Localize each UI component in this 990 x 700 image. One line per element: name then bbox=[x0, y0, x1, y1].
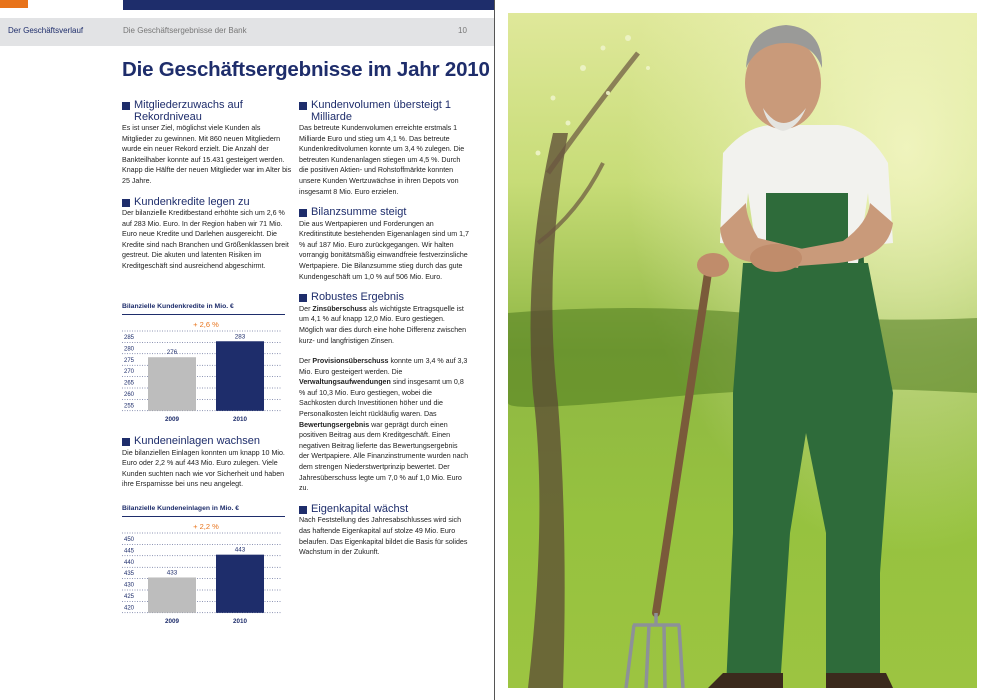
chart-title: Bilanzielle Kundenkredite in Mio. € bbox=[122, 303, 285, 315]
section-heading-text: Kundenkredite legen zu bbox=[134, 195, 250, 208]
change-label: + 2,2 % bbox=[193, 522, 219, 531]
section-heading bbox=[299, 292, 469, 304]
header-navy-bar bbox=[123, 0, 494, 10]
section-heading-text: Kundeneinlagen wachsen bbox=[134, 435, 260, 447]
y-tick-label: 280 bbox=[124, 346, 135, 353]
bold-term: Bewertungsergebnis bbox=[299, 420, 370, 429]
left-column-lower bbox=[122, 436, 292, 500]
text-run: Der bbox=[299, 304, 313, 313]
section-body: Der bilanzielle Kreditbestand erhöhte sich um 2,6 % auf 283 Mio. Euro. In der Region haben wir 71 Mio. Euro neue Kredite und Darlehen ausgereicht. Die Kredite sind nach Branchen und Größenklassen breit gestreut. Die akuten und latenten Risiken im Kreditgeschäft sind ausreichend abgeschirmt. bbox=[122, 209, 289, 271]
header-orange-marker bbox=[0, 0, 28, 8]
square-bullet-icon bbox=[122, 102, 130, 110]
section-eigenkapital bbox=[299, 504, 469, 558]
right-column bbox=[299, 100, 469, 568]
x-tick-label: 2010 bbox=[232, 415, 248, 423]
bar-value-label: 433 bbox=[166, 569, 178, 577]
section-heading bbox=[299, 100, 469, 123]
change-label: + 2,6 % bbox=[193, 320, 219, 329]
square-bullet-icon bbox=[122, 199, 130, 207]
left-column bbox=[122, 100, 292, 282]
bold-term: Provisionsüberschuss bbox=[312, 357, 389, 366]
header-subtitle: Die Geschäftsergebnisse der Bank bbox=[123, 26, 247, 35]
chart-kundenkredite bbox=[122, 303, 285, 425]
y-tick-label: 450 bbox=[124, 537, 135, 543]
y-tick-label: 425 bbox=[124, 594, 135, 600]
bar-2009 bbox=[148, 577, 196, 612]
section-heading-text: Kundenvolumen übersteigt 1 Milliarde bbox=[311, 99, 452, 123]
bar-value-label: 443 bbox=[234, 546, 246, 554]
bar-value-label: 276 bbox=[166, 349, 178, 357]
square-bullet-icon bbox=[299, 102, 307, 110]
section-heading-text: Bilanzsumme steigt bbox=[311, 206, 407, 219]
section-heading bbox=[122, 436, 292, 448]
bold-term: Verwaltungsaufwendungen bbox=[299, 378, 391, 387]
section-kundenkredite bbox=[122, 197, 292, 272]
y-tick-label: 265 bbox=[124, 380, 135, 387]
y-tick-label: 435 bbox=[124, 571, 135, 578]
header-section-label: Der Geschäftsverlauf bbox=[8, 26, 84, 35]
section-body: Nach Feststellung des Jahresabschlusses wird sich das haftende Eigenkapital auf stolze 49 Mio. Euro belaufen. Das Eigenkapital bildet die Basis für solides Wachstum in der Zukunft. bbox=[299, 516, 468, 557]
bold-term: Zinsüberschuss bbox=[312, 304, 367, 313]
section-heading bbox=[299, 207, 469, 219]
chart-svg bbox=[122, 315, 285, 425]
square-bullet-icon bbox=[299, 294, 307, 302]
square-bullet-icon bbox=[299, 506, 307, 514]
text-run: sind insgesamt um 0,8 % auf 10,3 Mio. Euro gestiegen, wobei die Sachkosten durch Investitionen höher und die Personalkosten leicht rückläufig waren. Das bbox=[299, 378, 464, 419]
chart-title: Bilanzielle Kundeneinlagen in Mio. € bbox=[122, 505, 285, 517]
page-number: 10 bbox=[458, 26, 467, 35]
page-title: Die Geschäftsergebnisse im Jahr 2010 bbox=[122, 58, 490, 81]
bar-value-label: 283 bbox=[234, 333, 246, 341]
section-body: Das betreute Kundenvolumen erreichte erstmals 1 Milliarde Euro und stieg um 4,1 %. Das betreute Kundenkreditvolumen konnte um 3,4 % zulegen. Die betreuten Kundenanlagen stiegen um 4,5 %. Durch die positiven Aktien- und Rohstoffmärkte konnten unsere Kunden Wertzuwächse in ihren Depots von insgesamt 8 Mio. Euro erzielen. bbox=[299, 124, 465, 196]
section-kundenvolumen bbox=[299, 100, 469, 197]
text-run: konnte um 3,4 % auf 3,3 Mio. Euro gesteigert werden. Die bbox=[299, 357, 468, 376]
section-robustes-ergebnis bbox=[299, 292, 469, 494]
text-run: war geprägt durch einen positiven Beitrag aus dem Kreditgeschäft. Einen negativen Beitrag lieferte das Bewertungsergebnis der Wertpapiere. Alle Finanzinstrumente wurden nach dem strengen Niederstwertprinzip bewertet. Der Jahresüberschuss legte um 7,0 % auf 1,0 Mio. Euro zu. bbox=[299, 420, 469, 493]
chart-svg bbox=[122, 517, 285, 627]
y-tick-label: 255 bbox=[124, 403, 135, 410]
bar-2009 bbox=[148, 357, 196, 411]
section-mitgliederzuwachs bbox=[122, 100, 292, 187]
square-bullet-icon bbox=[122, 438, 130, 446]
x-tick-label: 2010 bbox=[232, 617, 248, 625]
y-tick-label: 270 bbox=[124, 369, 135, 376]
x-tick-label: 2009 bbox=[164, 415, 180, 423]
text-run: Der bbox=[299, 357, 313, 366]
y-tick-label: 420 bbox=[124, 605, 135, 612]
y-tick-label: 445 bbox=[124, 548, 135, 555]
chart-kundeneinlagen bbox=[122, 505, 285, 627]
section-heading bbox=[122, 197, 292, 209]
section-heading bbox=[299, 504, 469, 516]
section-heading bbox=[122, 100, 292, 123]
gardener-illustration bbox=[508, 13, 977, 688]
section-body: Es ist unser Ziel, möglichst viele Kunden als Mitglieder zu gewinnen. Mit 860 neuen Mitgliedern wurde ein neuer Rekord erzielt. Die Anzahl der Bankteilhaber konnte auf 15.431 gesteigert werden. Knapp die Hälfte der neuen Mitglieder war im Alter bis 25 Jahre. bbox=[122, 124, 292, 185]
text-run: als wichtigste Ertragsquelle ist um 4,1 % auf knapp 12,0 Mio. Euro gestiegen. Möglich war dies durch eine hohe Differenz zwischen kurz- und langfristigen Zinsen. bbox=[299, 304, 467, 345]
section-heading-text: Robustes Ergebnis bbox=[311, 291, 404, 304]
section-bilanzsumme bbox=[299, 207, 469, 282]
section-body bbox=[299, 304, 469, 346]
y-tick-label: 430 bbox=[124, 582, 135, 589]
x-tick-label: 2009 bbox=[164, 617, 180, 625]
section-heading-text: Mitgliederzuwachs auf Rekordniveau bbox=[134, 99, 243, 123]
y-tick-label: 285 bbox=[124, 335, 135, 341]
bar-2010 bbox=[216, 341, 264, 411]
photo-gardener bbox=[508, 13, 977, 688]
section-body: Die bilanziellen Einlagen konnten um knapp 10 Mio. Euro oder 2,2 % auf 443 Mio. Euro zulegen. Viele Kunden suchten nach wie vor Sicherheit und haben ihre Ersparnisse bei uns neu angelegt. bbox=[122, 448, 285, 489]
section-kundeneinlagen bbox=[122, 436, 292, 490]
section-body: Die aus Wertpapieren und Forderungen an Kreditinstitute bestehenden Eigenanlagen sind um 1,7 % auf 187 Mio. Euro zurückgegangen. Wir halten vorrangig bonitätsmäßig einwandfreie festverzinsliche Wertpapiere. Die Bilanzsumme stieg durch das gute Kundengeschäft um 1,0 % auf 506 Mio. Euro. bbox=[299, 219, 469, 281]
y-tick-label: 260 bbox=[124, 392, 135, 398]
section-heading-text: Eigenkapital wächst bbox=[311, 502, 409, 515]
bar-2010 bbox=[216, 555, 264, 613]
y-tick-label: 440 bbox=[124, 559, 135, 566]
square-bullet-icon bbox=[299, 209, 307, 217]
section-body bbox=[299, 356, 469, 494]
y-tick-label: 275 bbox=[124, 357, 135, 364]
